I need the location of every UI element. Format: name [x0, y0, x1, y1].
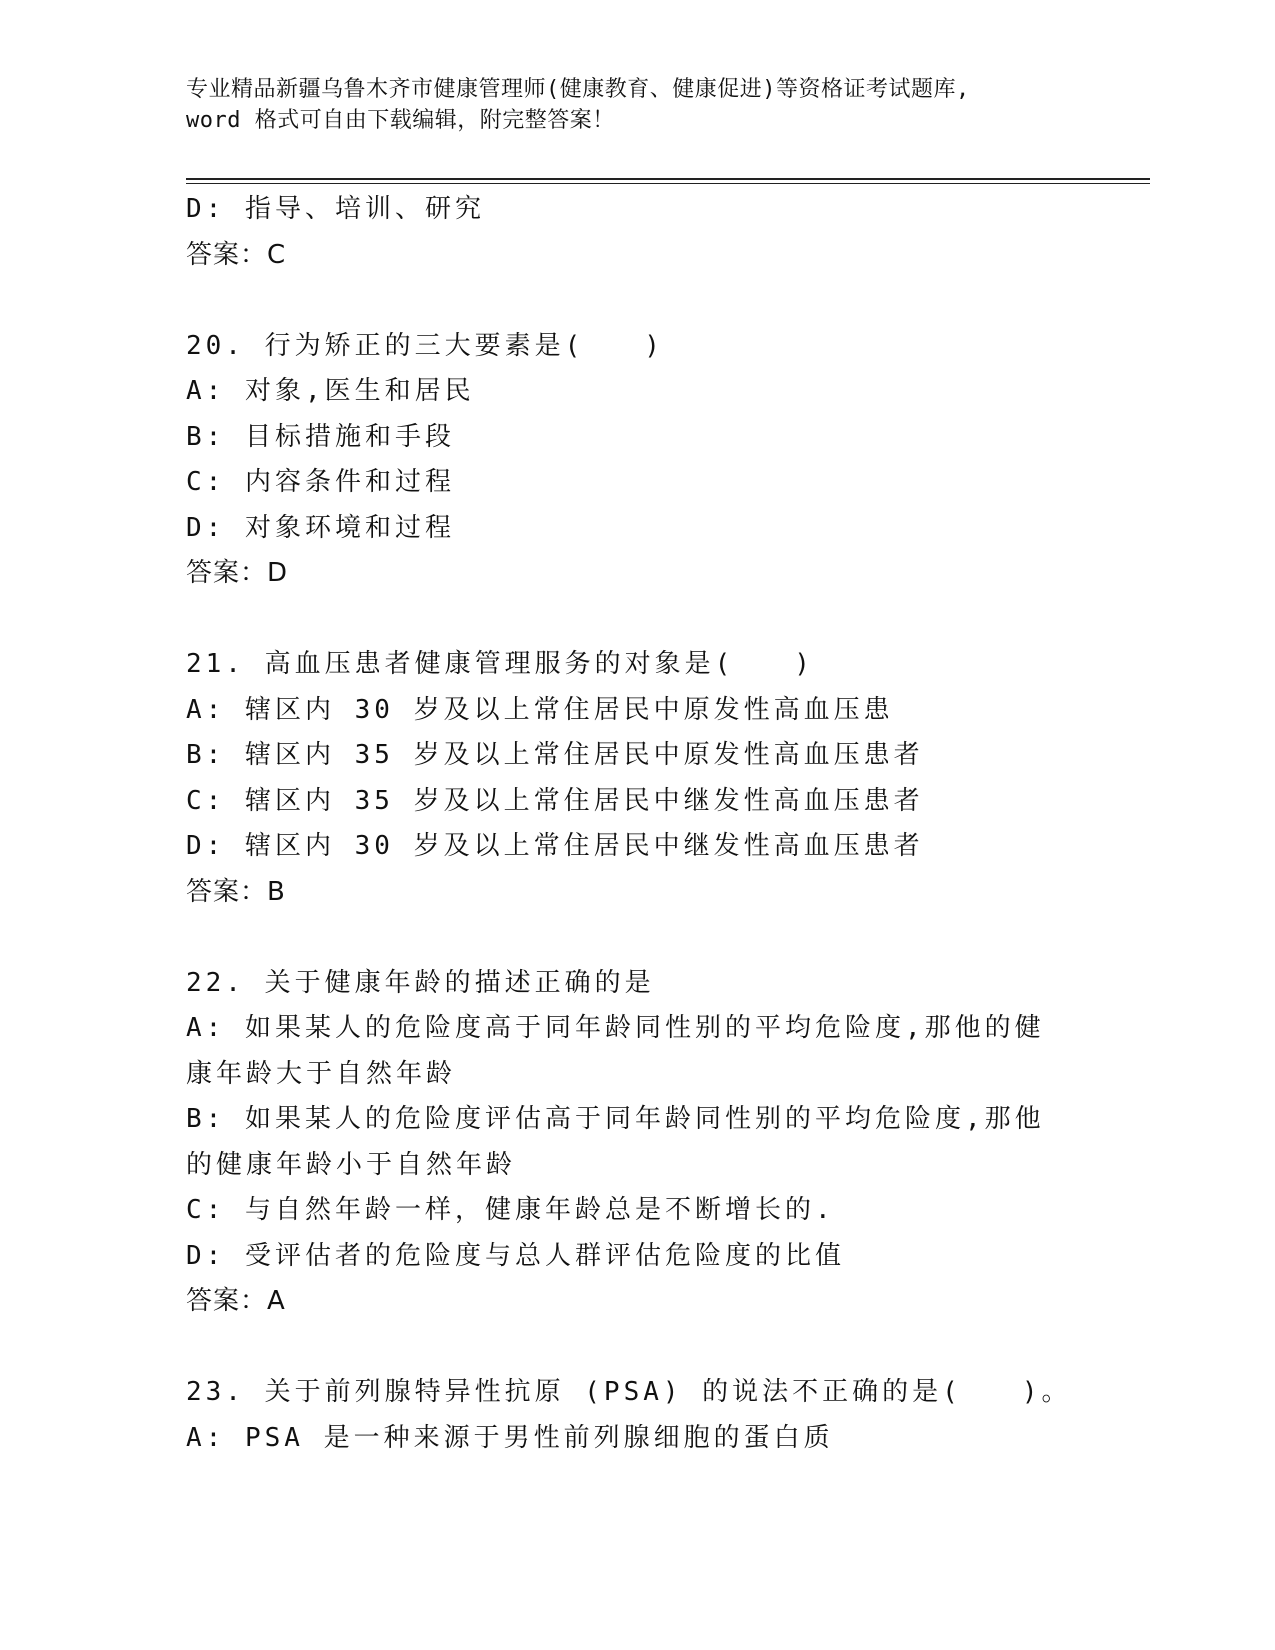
header-divider-thin: [186, 183, 1150, 184]
spacer: [186, 1325, 1066, 1371]
option-b: B: 辖区内 35 岁及以上常住居民中原发性高血压患者: [186, 740, 924, 770]
answer: 答案：C: [186, 239, 287, 270]
option-c: C: 辖区内 35 岁及以上常住居民中继发性高血压患者: [186, 785, 924, 816]
answer: 答案：A: [186, 1286, 286, 1316]
header-line-2: word 格式可自由下载编辑，附完整答案！: [186, 108, 615, 133]
option-d: D: 对象环境和过程: [186, 512, 455, 543]
answer: 答案：B: [186, 876, 286, 907]
question-22: [186, 961, 1066, 1325]
spacer: [186, 278, 1066, 324]
carryover-question-19: [186, 187, 1066, 278]
question-stem: 21. 高血压患者健康管理服务的对象是( ): [186, 649, 814, 679]
question-21: [186, 642, 1066, 915]
question-20: [186, 324, 1066, 597]
option-c: C: 与自然年龄一样，健康年龄总是不断增长的.: [186, 1195, 835, 1225]
spacer: [186, 597, 1066, 643]
option-a: A: 对象,医生和居民: [186, 376, 475, 406]
option-a: A: 如果某人的危险度高于同年龄同性别的平均危险度,那他的健康年龄大于自然年龄: [186, 1013, 1045, 1089]
answer: 答案：D: [186, 558, 289, 588]
header-divider-thick: [186, 178, 1150, 180]
option-a: A: PSA 是一种来源于男性前列腺细胞的蛋白质: [186, 1422, 834, 1453]
option-a: A: 辖区内 30 岁及以上常住居民中原发性高血压患: [186, 694, 894, 725]
spacer: [186, 915, 1066, 961]
header-line-1: 专业精品新疆乌鲁木齐市健康管理师(健康教育、健康促进)等资格证考试题库,: [186, 77, 970, 102]
option-d: D: 指导、培训、研究: [186, 194, 485, 224]
question-stem: 23. 关于前列腺特异性抗原 (PSA) 的说法不正确的是( )。: [186, 1377, 1072, 1407]
option-d: D: 辖区内 30 岁及以上常住居民中继发性高血压患者: [186, 831, 924, 861]
option-c: C: 内容条件和过程: [186, 467, 455, 497]
option-b: B: 如果某人的危险度评估高于同年龄同性别的平均危险度,那他的健康年龄小于自然年龄: [186, 1104, 1045, 1180]
option-b: B: 目标措施和手段: [186, 421, 455, 452]
question-stem: 22. 关于健康年龄的描述正确的是: [186, 967, 655, 998]
option-d: D: 受评估者的危险度与总人群评估危险度的比值: [186, 1240, 845, 1271]
question-stem: 20. 行为矫正的三大要素是( ): [186, 330, 664, 361]
question-23: [186, 1370, 1072, 1461]
question-list: [186, 187, 1072, 1461]
document-header: [186, 74, 1086, 136]
